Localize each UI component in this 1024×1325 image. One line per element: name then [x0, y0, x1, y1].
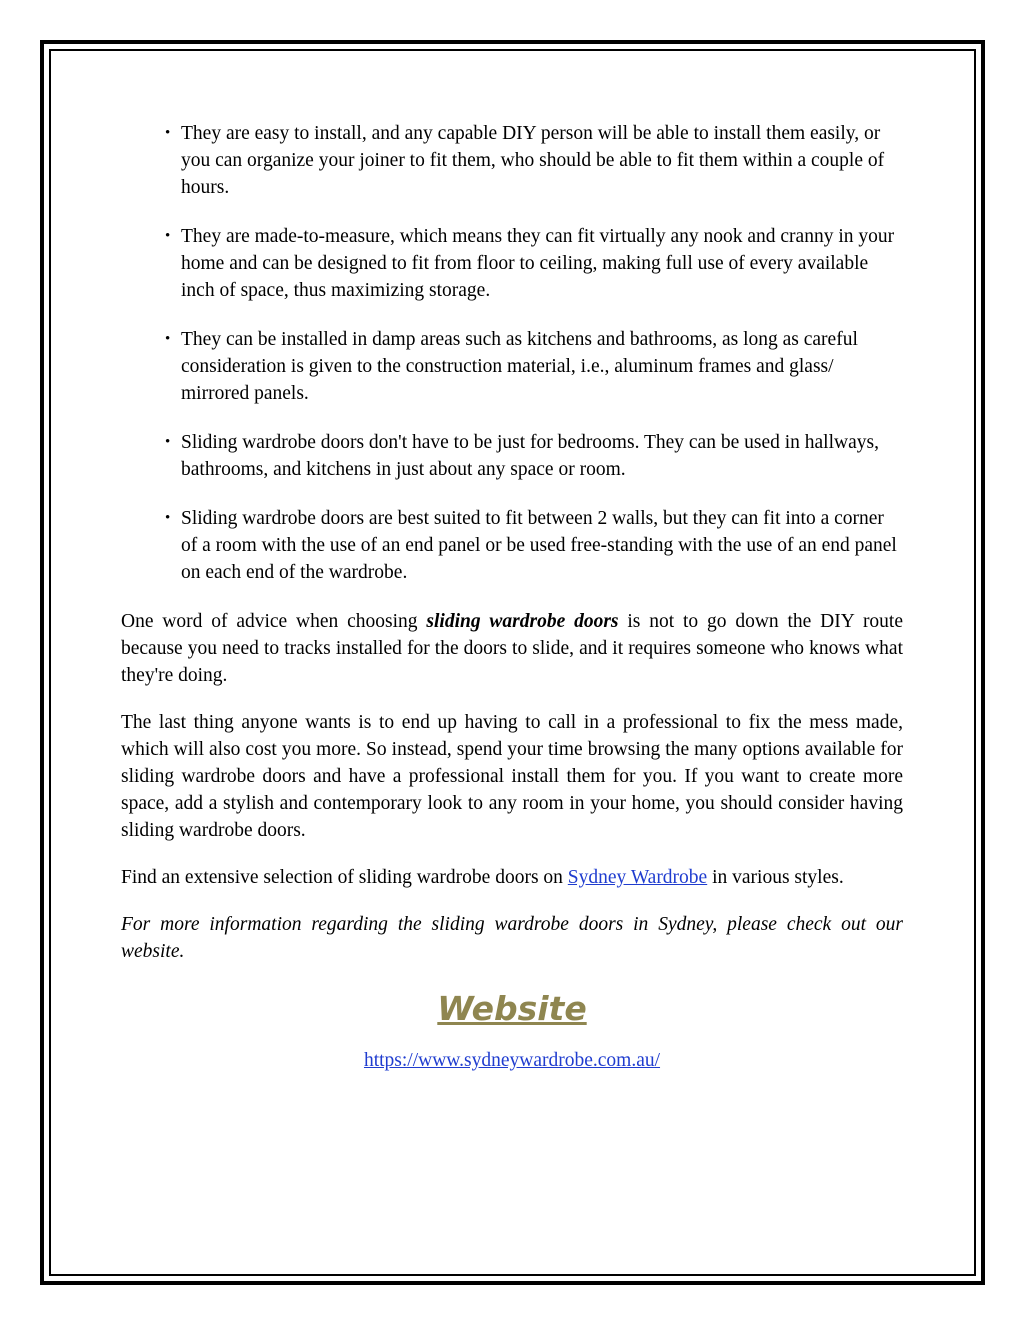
document-body [121, 120, 903, 1074]
sydney-wardrobe-link[interactable]: Sydney Wardrobe [567, 867, 708, 888]
website-heading[interactable]: Website [437, 989, 587, 1028]
list-item-text: They are made-to-measure, which means they can fit virtually any nook and cranny in your home and can be designed to fit from floor to ceiling, making full use of every available inch of space, thus maximizing storage. [181, 226, 895, 301]
more-info-paragraph: For more information regarding the sliding wardrobe doors in Sydney, please check out our website. [121, 914, 903, 962]
list-item-text: They can be installed in damp areas such as kitchens and bathrooms, as long as careful consideration is given to the construction material, i.e., aluminum frames and glass/ mirrored panels. [181, 329, 858, 404]
keyword-sliding-wardrobe-doors: sliding wardrobe doors [426, 611, 619, 632]
list-item [121, 429, 903, 483]
bullet-icon: • [165, 331, 171, 347]
list-item [121, 223, 903, 304]
selection-paragraph: Find an extensive selection of sliding wardrobe doors on Sydney Wardrobe in various styles. [121, 867, 844, 888]
benefits-list [121, 120, 903, 586]
list-item [121, 505, 903, 586]
bullet-icon: • [165, 434, 171, 450]
list-item [121, 120, 903, 201]
professional-paragraph: The last thing anyone wants is to end up having to call in a professional to fix the mess made, which will also cost you more. So instead, spend your time browsing the many options available for sliding wardrobe doors and have a professional install them for you. If you want to create more space, add a stylish and contemporary look to any room in your home, you should consider having sliding wardrobe doors. [121, 712, 903, 841]
bullet-icon: • [165, 228, 171, 244]
website-url-line [121, 1047, 903, 1074]
bullet-icon: • [165, 510, 171, 526]
list-item-text: They are easy to install, and any capable DIY person will be able to install them easily, or you can organize your joiner to fit them, who should be able to fit them within a couple of hours. [181, 123, 885, 198]
advice-paragraph: One word of advice when choosing sliding wardrobe doors is not to go down the DIY route because you need to tracks installed for the doors to slide, and it requires someone who knows what they're doing. [121, 611, 904, 686]
bullet-icon: • [165, 125, 171, 141]
list-item-text: Sliding wardrobe doors are best suited to fit between 2 walls, but they can fit into a corner of a room with the use of an end panel or be used free-standing with the use of an end panel on each end of the wardrobe. [181, 508, 897, 583]
list-item [121, 326, 903, 407]
website-url-link[interactable]: https://www.sydneywardrobe.com.au/ [363, 1050, 661, 1071]
list-item-text: Sliding wardrobe doors don't have to be just for bedrooms. They can be used in hallways, bathrooms, and kitchens in just about any space or room. [181, 432, 879, 480]
